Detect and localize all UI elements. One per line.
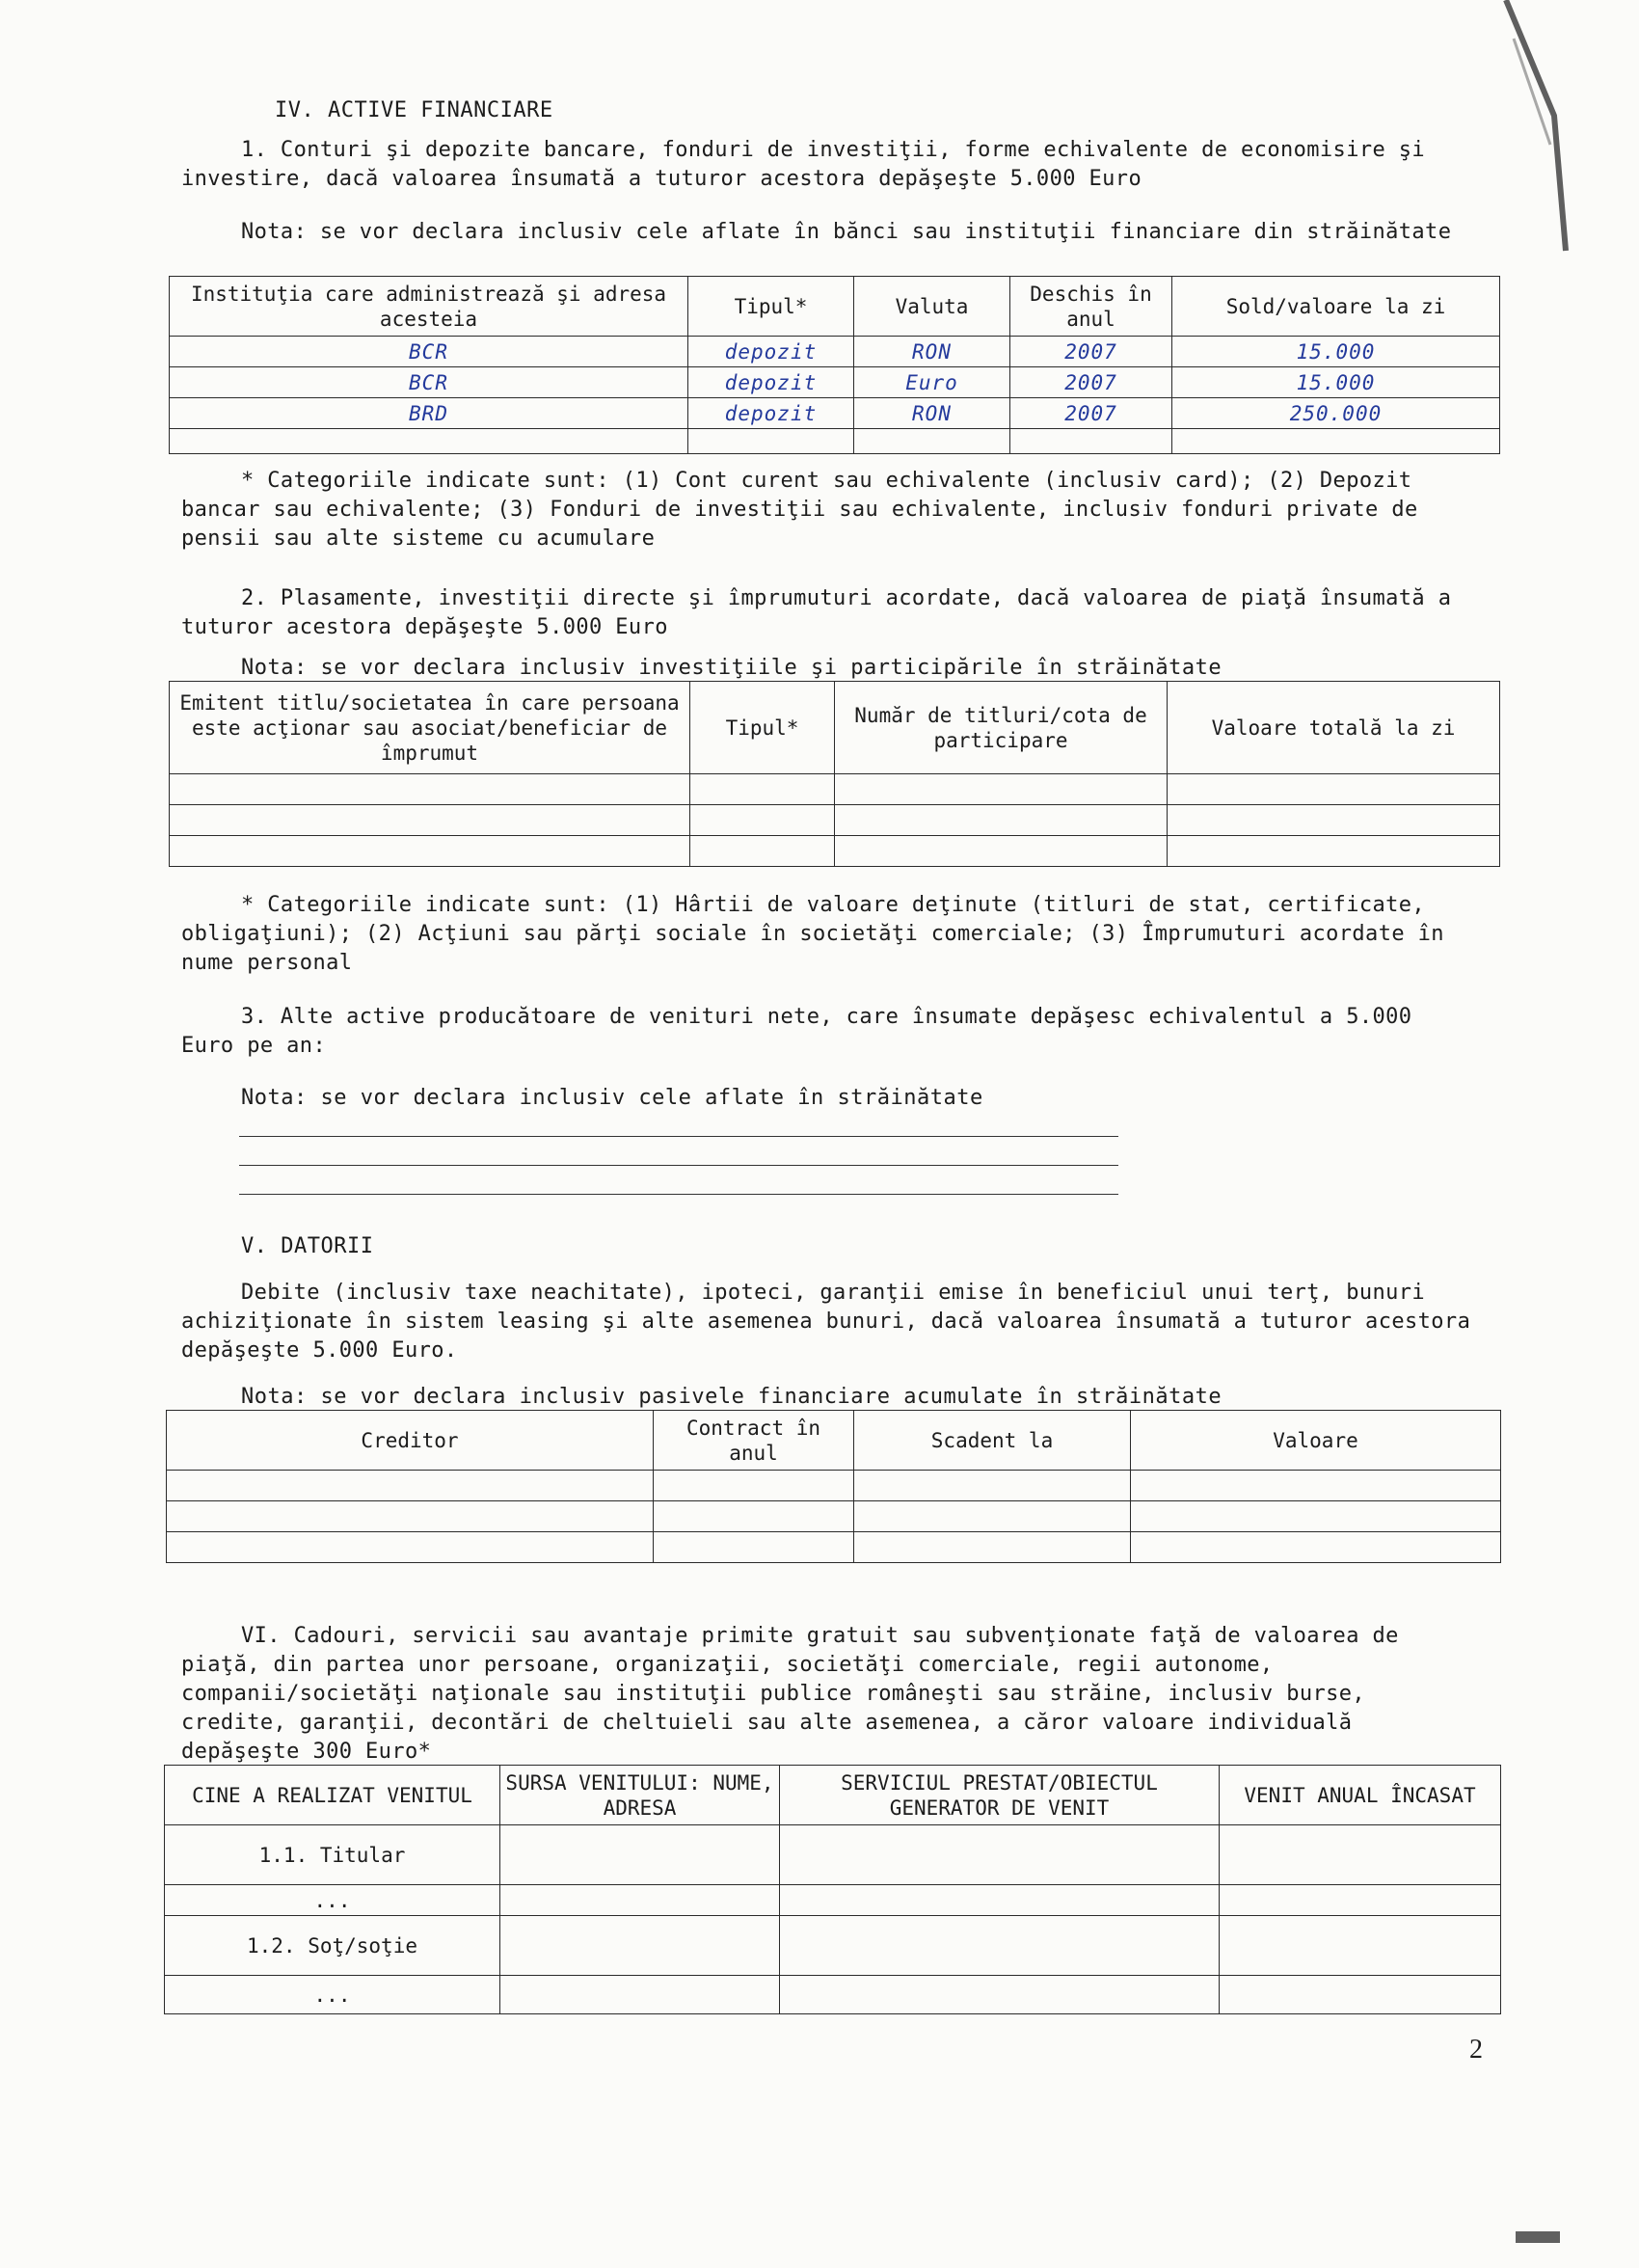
header-who-earned: CINE A REALIZAT VENITUL — [165, 1766, 500, 1825]
header-currency: Valuta — [854, 277, 1010, 337]
blank-line — [239, 1136, 1118, 1137]
section-4-note-2: Nota: se vor declara inclusiv investiţiile şi participările în străinătate — [241, 656, 1223, 680]
header-type: Tipul* — [688, 277, 854, 337]
type-cell: depozit — [688, 367, 854, 398]
currency-cell: Euro — [854, 367, 1010, 398]
table-row — [167, 1471, 1501, 1501]
table-row — [165, 1916, 1501, 1976]
table-row — [170, 398, 1500, 429]
section-4-note-1: Nota: se vor declara inclusiv cele aflate în bănci sau instituţii financiare din străinătate — [241, 220, 1452, 244]
scan-edge-mark — [1496, 0, 1573, 260]
table-row — [170, 805, 1500, 836]
header-due-date: Scadent la — [854, 1411, 1131, 1471]
currency-cell: RON — [854, 337, 1010, 367]
section-5-paragraph: Debite (inclusiv taxe neachitate), ipoteci, garanţii emise în beneficiul unui terţ, bunuri achiziţionate în sistem leasing şi alte asemenea bunuri, dacă valoarea însumată a tuturor acestora depăşeşte 5.000 Euro. — [181, 1281, 1471, 1363]
section-5-title: V. DATORII — [241, 1234, 374, 1258]
scan-corner-mark — [1516, 2228, 1564, 2247]
table-row — [170, 367, 1500, 398]
section-4-paragraph-3: 3. Alte active producătoare de venituri nete, care însumate depăşesc echivalentul a 5.000 Euro pe an: — [181, 1005, 1412, 1058]
investments-table — [169, 681, 1500, 867]
section-4-paragraph-1: 1. Conturi şi depozite bancare, fonduri de investiţii, forme echivalente de economisire şi investire, dacă valoarea însumată a tuturor acestora depăşeşte 5.000 Euro — [181, 138, 1426, 191]
header-type: Tipul* — [690, 682, 835, 774]
debts-table — [166, 1410, 1501, 1563]
institution-cell: BCR — [170, 337, 688, 367]
blank-line — [239, 1194, 1118, 1195]
bank-accounts-table — [169, 276, 1500, 454]
header-service: SERVICIUL PRESTAT/OBIECTUL GENERATOR DE VENIT — [780, 1766, 1220, 1825]
page-number: 2 — [1469, 2035, 1483, 2065]
row-label: 1.1. Titular — [165, 1825, 500, 1885]
gifts-table — [164, 1765, 1501, 2014]
institution-cell: BCR — [170, 367, 688, 398]
table-row — [167, 1532, 1501, 1563]
header-value: Valoare — [1131, 1411, 1501, 1471]
header-institution: Instituţia care administrează şi adresa acesteia — [170, 277, 688, 337]
table-row — [170, 836, 1500, 867]
type-cell: depozit — [688, 337, 854, 367]
table-row — [165, 1825, 1501, 1885]
institution-cell: BRD — [170, 398, 688, 429]
row-label: 1.2. Soţ/soţie — [165, 1916, 500, 1976]
year-cell: 2007 — [1010, 367, 1172, 398]
section-5-note: Nota: se vor declara inclusiv pasivele financiare acumulate în străinătate — [241, 1385, 1223, 1409]
header-balance: Sold/valoare la zi — [1172, 277, 1500, 337]
section-4-paragraph-2: 2. Plasamente, investiţii directe şi împrumuturi acordate, dacă valoarea de piaţă însumată a tuturor acestora depăşeşte 5.000 Euro — [181, 586, 1452, 639]
header-contract-year: Contract în anul — [654, 1411, 854, 1471]
row-label: ... — [165, 1976, 500, 2014]
row-label: ... — [165, 1885, 500, 1916]
table-row — [165, 1885, 1501, 1916]
table-row — [170, 429, 1500, 454]
section-4-title: IV. ACTIVE FINANCIARE — [275, 98, 553, 122]
header-creditor: Creditor — [167, 1411, 654, 1471]
categories-note-2: * Categoriile indicate sunt: (1) Hârtii de valoare deţinute (titluri de stat, certificate, obligaţiuni); (2) Acţiuni sau părţi sociale în societăţi comerciale; (3) Împrumuturi acordate în nume personal — [181, 893, 1444, 975]
year-cell: 2007 — [1010, 398, 1172, 429]
header-income-source: SURSA VENITULUI: NUME, ADRESA — [500, 1766, 780, 1825]
header-issuer: Emitent titlu/societatea în care persoana este acţionar sau asociat/beneficiar de împrumut — [170, 682, 690, 774]
header-shares-count: Număr de titluri/cota de participare — [835, 682, 1168, 774]
year-cell: 2007 — [1010, 337, 1172, 367]
balance-cell: 15.000 — [1172, 367, 1500, 398]
blank-line — [239, 1165, 1118, 1166]
balance-cell: 15.000 — [1172, 337, 1500, 367]
section-4-note-3: Nota: se vor declara inclusiv cele aflate în străinătate — [241, 1086, 983, 1110]
header-opened-year: Deschis în anul — [1010, 277, 1172, 337]
table-row — [170, 774, 1500, 805]
header-total-value: Valoare totală la zi — [1168, 682, 1500, 774]
balance-cell: 250.000 — [1172, 398, 1500, 429]
type-cell: depozit — [688, 398, 854, 429]
section-6-paragraph: VI. Cadouri, servicii sau avantaje primite gratuit sau subvenţionate faţă de valoarea de piaţă, din partea unor persoane, organizaţii, societăţi comerciale, regii autonome, companii/societăţi naţionale sau instituţii publice româneşti sau străine, inclusiv burse, credite, garanţii, decontări de cheltuieli sau alte asemenea, a căror valoare individuală depăşeşte 300 Euro* — [181, 1624, 1399, 1764]
categories-note-1: * Categoriile indicate sunt: (1) Cont curent sau echivalente (inclusiv card); (2) Depozit bancar sau echivalente; (3) Fonduri de investiţii sau echivalente, inclusiv fonduri private de pensii sau alte sisteme cu acumulare — [181, 469, 1418, 551]
header-annual-income: VENIT ANUAL ÎNCASAT — [1220, 1766, 1501, 1825]
table-row — [165, 1976, 1501, 2014]
table-row — [170, 337, 1500, 367]
table-row — [167, 1501, 1501, 1532]
currency-cell: RON — [854, 398, 1010, 429]
